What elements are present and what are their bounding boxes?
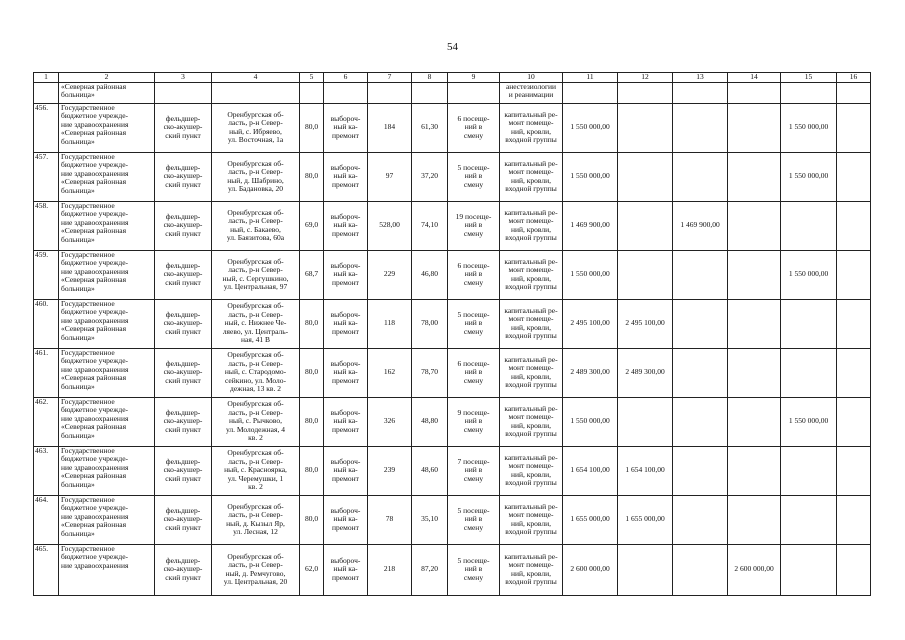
col11-amount-cell: 1 469 900,00: [563, 201, 618, 250]
col8-cell: 74,10: [412, 201, 448, 250]
column-number: 15: [781, 73, 837, 83]
col11-amount-cell: 2 600 000,00: [563, 544, 618, 595]
column-number: 7: [368, 73, 412, 83]
area-cell: 80,0: [300, 103, 324, 152]
col8-cell: 61,30: [412, 103, 448, 152]
area-cell: 80,0: [300, 446, 324, 495]
row-number: 463.: [34, 446, 59, 495]
column-number: 11: [563, 73, 618, 83]
col8-cell: 78,70: [412, 348, 448, 397]
col14-amount-cell: [728, 250, 781, 299]
col14-amount-cell: 2 600 000,00: [728, 544, 781, 595]
continuation-row: [34, 82, 871, 103]
work-type-cell: выбороч- ный ка- премонт: [324, 152, 368, 201]
area-cell: 68,7: [300, 250, 324, 299]
column-number: 13: [673, 73, 728, 83]
col11-amount-cell: 1 550 000,00: [563, 250, 618, 299]
col12-amount-cell: 1 654 100,00: [618, 446, 673, 495]
row-number: 462.: [34, 397, 59, 446]
work-description-cell: капитальный ре- монт помеще- ний, кровли, входной группы: [500, 299, 563, 348]
column-number: 6: [324, 73, 368, 83]
col8-cell: 48,60: [412, 446, 448, 495]
col7-cell: 229: [368, 250, 412, 299]
col7-cell: 78: [368, 495, 412, 544]
table-row: [34, 495, 871, 544]
row-number: 465.: [34, 544, 59, 595]
col11-amount-cell: 1 550 000,00: [563, 397, 618, 446]
col15-amount-cell: 1 550 000,00: [781, 152, 837, 201]
visits-cell: 5 посеще- ний в смену: [448, 299, 500, 348]
work-type-cell: выбороч- ный ка- премонт: [324, 495, 368, 544]
col7-cell: 162: [368, 348, 412, 397]
address-cell: Оренбургская об- ласть, р-н Север- ный, с. Сергушкино, ул. Центральная, 97: [212, 250, 300, 299]
table-row: [34, 544, 871, 595]
continuation-work-cell: анестезиологии и реанимации: [500, 82, 563, 103]
col11-amount-cell: 1 654 100,00: [563, 446, 618, 495]
work-description-cell: капитальный ре- монт помеще- ний, кровли, входной группы: [500, 152, 563, 201]
col14-amount-cell: [728, 152, 781, 201]
row-number: 457.: [34, 152, 59, 201]
visits-cell: 9 посеще- ний в смену: [448, 397, 500, 446]
visits-cell: 5 посеще- ний в смену: [448, 495, 500, 544]
col8-cell: 35,10: [412, 495, 448, 544]
address-cell: Оренбургская об- ласть, р-н Север- ный, с. Красноярка, ул. Черемушки, 1 кв. 2: [212, 446, 300, 495]
column-number: 14: [728, 73, 781, 83]
col13-amount-cell: 1 469 900,00: [673, 201, 728, 250]
col12-amount-cell: 1 655 000,00: [618, 495, 673, 544]
organization-cell: Государственное бюджетное учрежде- ние здравоохранения «Северная районная больница»: [59, 348, 155, 397]
area-cell: 62,0: [300, 544, 324, 595]
work-type-cell: выбороч- ный ка- премонт: [324, 103, 368, 152]
address-cell: Оренбургская об- ласть, р-н Север- ный, с. Ибряево, ул. Восточная, 1а: [212, 103, 300, 152]
col16-cell: [837, 103, 871, 152]
column-number: 8: [412, 73, 448, 83]
col7-cell: 118: [368, 299, 412, 348]
col16-cell: [837, 299, 871, 348]
work-description-cell: капитальный ре- монт помеще- ний, кровли, входной группы: [500, 348, 563, 397]
work-type-cell: выбороч- ный ка- премонт: [324, 446, 368, 495]
organization-cell: Государственное бюджетное учрежде- ние здравоохранения «Северная районная больница»: [59, 152, 155, 201]
col13-amount-cell: [673, 250, 728, 299]
organization-cell: Государственное бюджетное учрежде- ние здравоохранения «Северная районная больница»: [59, 103, 155, 152]
col14-amount-cell: [728, 397, 781, 446]
row-number: 460.: [34, 299, 59, 348]
col14-amount-cell: [728, 495, 781, 544]
col12-amount-cell: [618, 201, 673, 250]
col12-amount-cell: [618, 250, 673, 299]
col16-cell: [837, 397, 871, 446]
work-type-cell: выбороч- ный ка- премонт: [324, 299, 368, 348]
col13-amount-cell: [673, 299, 728, 348]
col8-cell: 48,80: [412, 397, 448, 446]
table-row: [34, 103, 871, 152]
visits-cell: 6 посеще- ний в смену: [448, 250, 500, 299]
column-number: 16: [837, 73, 871, 83]
visits-cell: 6 посеще- ний в смену: [448, 103, 500, 152]
col8-cell: 78,00: [412, 299, 448, 348]
work-description-cell: капитальный ре- монт помеще- ний, кровли, входной группы: [500, 495, 563, 544]
col16-cell: [837, 201, 871, 250]
row-number: 461.: [34, 348, 59, 397]
work-description-cell: капитальный ре- монт помеще- ний, кровли, входной группы: [500, 544, 563, 595]
address-cell: Оренбургская об- ласть, р-н Север- ный, д. Кызыл Яр, ул. Лесная, 12: [212, 495, 300, 544]
organization-cell: Государственное бюджетное учрежде- ние здравоохранения «Северная районная больница»: [59, 397, 155, 446]
organization-cell: Государственное бюджетное учрежде- ние здравоохранения «Северная районная больница»: [59, 446, 155, 495]
col13-amount-cell: [673, 544, 728, 595]
col12-amount-cell: 2 489 300,00: [618, 348, 673, 397]
facility-type-cell: фельдшер- ско-акушер- ский пункт: [155, 250, 212, 299]
work-description-cell: капитальный ре- монт помеще- ний, кровли, входной группы: [500, 103, 563, 152]
col8-cell: 37,20: [412, 152, 448, 201]
column-number: 10: [500, 73, 563, 83]
column-number: 1: [34, 73, 59, 83]
table-row: [34, 348, 871, 397]
col14-amount-cell: [728, 103, 781, 152]
facility-type-cell: фельдшер- ско-акушер- ский пункт: [155, 544, 212, 595]
col13-amount-cell: [673, 103, 728, 152]
objects-table: [33, 72, 871, 596]
page-number: 54: [447, 41, 458, 53]
row-number: 458.: [34, 201, 59, 250]
work-description-cell: капитальный ре- монт помеще- ний, кровли, входной группы: [500, 397, 563, 446]
col11-amount-cell: 1 550 000,00: [563, 152, 618, 201]
col14-amount-cell: [728, 299, 781, 348]
col15-amount-cell: [781, 299, 837, 348]
visits-cell: 5 посеще- ний в смену: [448, 544, 500, 595]
address-cell: Оренбургская об- ласть, р-н Север- ный, с. Стародомо- сейкино, ул. Моло- дежная, 13 кв. 2: [212, 348, 300, 397]
continuation-org-cell: «Северная районная больница»: [59, 82, 155, 103]
col13-amount-cell: [673, 495, 728, 544]
col13-amount-cell: [673, 348, 728, 397]
area-cell: 69,0: [300, 201, 324, 250]
col7-cell: 239: [368, 446, 412, 495]
organization-cell: Государственное бюджетное учрежде- ние здравоохранения: [59, 544, 155, 595]
organization-cell: Государственное бюджетное учрежде- ние здравоохранения «Северная районная больница»: [59, 299, 155, 348]
col14-amount-cell: [728, 201, 781, 250]
organization-cell: Государственное бюджетное учрежде- ние здравоохранения «Северная районная больница»: [59, 201, 155, 250]
table-row: [34, 446, 871, 495]
col14-amount-cell: [728, 348, 781, 397]
col8-cell: 87,20: [412, 544, 448, 595]
column-number: 2: [59, 73, 155, 83]
table-row: [34, 397, 871, 446]
area-cell: 80,0: [300, 152, 324, 201]
col7-cell: 528,00: [368, 201, 412, 250]
col16-cell: [837, 348, 871, 397]
work-type-cell: выбороч- ный ка- премонт: [324, 348, 368, 397]
address-cell: Оренбургская об- ласть, р-н Север- ный, с. Рычково, ул. Молодежная, 4 кв. 2: [212, 397, 300, 446]
facility-type-cell: фельдшер- ско-акушер- ский пункт: [155, 397, 212, 446]
col11-amount-cell: 1 655 000,00: [563, 495, 618, 544]
visits-cell: 19 посеще- ний в смену: [448, 201, 500, 250]
col11-amount-cell: 1 550 000,00: [563, 103, 618, 152]
col16-cell: [837, 250, 871, 299]
table-row: [34, 299, 871, 348]
work-type-cell: выбороч- ный ка- премонт: [324, 544, 368, 595]
col12-amount-cell: [618, 103, 673, 152]
visits-cell: 7 посеще- ний в смену: [448, 446, 500, 495]
column-number: 5: [300, 73, 324, 83]
table-row: [34, 152, 871, 201]
facility-type-cell: фельдшер- ско-акушер- ский пункт: [155, 446, 212, 495]
address-cell: Оренбургская об- ласть, р-н Север- ный, с. Бакаево, ул. Баязитова, 60а: [212, 201, 300, 250]
col15-amount-cell: [781, 544, 837, 595]
col14-amount-cell: [728, 446, 781, 495]
work-description-cell: капитальный ре- монт помеще- ний, кровли, входной группы: [500, 446, 563, 495]
work-type-cell: выбороч- ный ка- премонт: [324, 201, 368, 250]
address-cell: Оренбургская об- ласть, р-н Север- ный, с. Нижнее Че- ляево, ул. Централь- ная, 41 В: [212, 299, 300, 348]
col12-amount-cell: [618, 544, 673, 595]
col7-cell: 218: [368, 544, 412, 595]
col13-amount-cell: [673, 152, 728, 201]
work-description-cell: капитальный ре- монт помеще- ний, кровли, входной группы: [500, 201, 563, 250]
col15-amount-cell: 1 550 000,00: [781, 103, 837, 152]
col11-amount-cell: 2 495 100,00: [563, 299, 618, 348]
facility-type-cell: фельдшер- ско-акушер- ский пункт: [155, 299, 212, 348]
col16-cell: [837, 495, 871, 544]
col12-amount-cell: [618, 152, 673, 201]
area-cell: 80,0: [300, 495, 324, 544]
address-cell: Оренбургская об- ласть, р-н Север- ный, д. Ремчугово, ул. Центральная, 20: [212, 544, 300, 595]
col15-amount-cell: [781, 201, 837, 250]
col15-amount-cell: 1 550 000,00: [781, 397, 837, 446]
column-number: 3: [155, 73, 212, 83]
area-cell: 80,0: [300, 299, 324, 348]
col15-amount-cell: [781, 348, 837, 397]
facility-type-cell: фельдшер- ско-акушер- ский пункт: [155, 152, 212, 201]
column-number: 4: [212, 73, 300, 83]
facility-type-cell: фельдшер- ско-акушер- ский пункт: [155, 348, 212, 397]
row-number: 459.: [34, 250, 59, 299]
organization-cell: Государственное бюджетное учрежде- ние здравоохранения «Северная районная больница»: [59, 250, 155, 299]
area-cell: 80,0: [300, 348, 324, 397]
col12-amount-cell: [618, 397, 673, 446]
facility-type-cell: фельдшер- ско-акушер- ский пункт: [155, 495, 212, 544]
col13-amount-cell: [673, 446, 728, 495]
facility-type-cell: фельдшер- ско-акушер- ский пункт: [155, 103, 212, 152]
visits-cell: 6 посеще- ний в смену: [448, 348, 500, 397]
col15-amount-cell: [781, 495, 837, 544]
area-cell: 80,0: [300, 397, 324, 446]
col11-amount-cell: 2 489 300,00: [563, 348, 618, 397]
row-number: 456.: [34, 103, 59, 152]
table-row: [34, 250, 871, 299]
col15-amount-cell: [781, 446, 837, 495]
row-number: 464.: [34, 495, 59, 544]
column-number: 9: [448, 73, 500, 83]
work-description-cell: капитальный ре- монт помеще- ний, кровли, входной группы: [500, 250, 563, 299]
table-row: [34, 201, 871, 250]
col16-cell: [837, 544, 871, 595]
facility-type-cell: фельдшер- ско-акушер- ский пункт: [155, 201, 212, 250]
col16-cell: [837, 446, 871, 495]
work-type-cell: выбороч- ный ка- премонт: [324, 250, 368, 299]
visits-cell: 5 посеще- ний в смену: [448, 152, 500, 201]
col7-cell: 97: [368, 152, 412, 201]
col15-amount-cell: 1 550 000,00: [781, 250, 837, 299]
col16-cell: [837, 152, 871, 201]
col7-cell: 326: [368, 397, 412, 446]
address-cell: Оренбургская об- ласть, р-н Север- ный, д. Шабрино, ул. Бадановка, 20: [212, 152, 300, 201]
column-number: 12: [618, 73, 673, 83]
col12-amount-cell: 2 495 100,00: [618, 299, 673, 348]
col8-cell: 46,80: [412, 250, 448, 299]
work-type-cell: выбороч- ный ка- премонт: [324, 397, 368, 446]
column-number-row: [34, 73, 871, 83]
organization-cell: Государственное бюджетное учрежде- ние здравоохранения «Северная районная больница»: [59, 495, 155, 544]
col7-cell: 184: [368, 103, 412, 152]
col13-amount-cell: [673, 397, 728, 446]
